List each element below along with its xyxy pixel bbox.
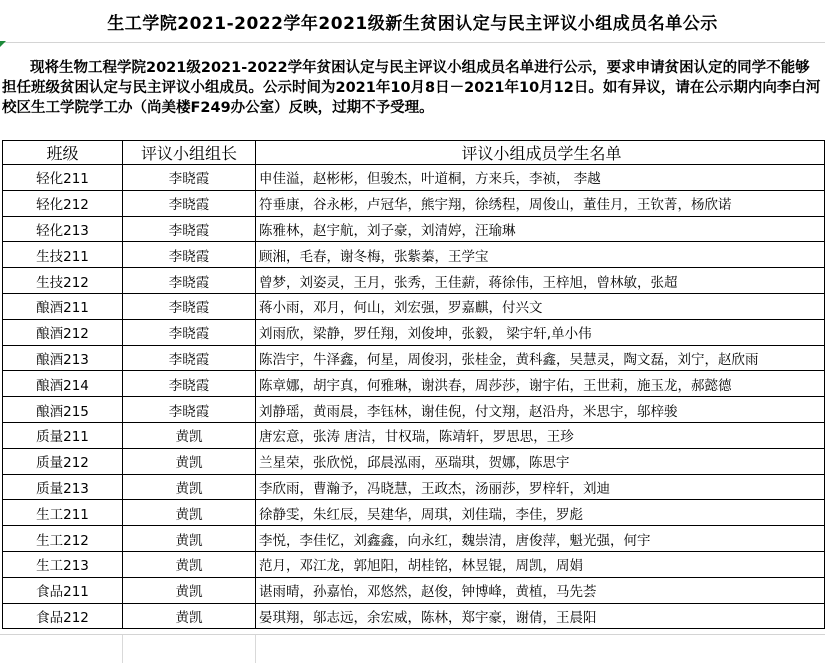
members-cell[interactable]: 蒋小雨，邓月，何山，刘宏强，罗嘉麒，付兴文 [256,293,825,319]
members-cell[interactable]: 谌雨晴，孙嘉怡，邓悠然，赵俊，钟博峰，黄植，马先荟 [256,577,825,603]
leader-cell[interactable]: 黄凯 [123,448,256,474]
table-row [3,422,825,448]
table-row [3,474,825,500]
leader-cell[interactable]: 李晓霞 [123,371,256,397]
leader-cell[interactable]: 黄凯 [123,526,256,552]
members-cell[interactable]: 陈浩宇，牛泽鑫，何星，周俊羽，张桂金，黄科鑫，吴慧灵，陶文磊，刘宁，赵欣雨 [256,345,825,371]
committee-table [2,140,825,629]
leader-cell[interactable]: 李晓霞 [123,319,256,345]
leader-cell[interactable]: 李晓霞 [123,242,256,268]
class-cell[interactable]: 轻化213 [3,216,123,242]
members-cell[interactable]: 曾梦，刘姿灵，王月，张秀，王佳薪，蒋徐伟，王梓旭，曾林敏，张超 [256,268,825,294]
notice-paragraph[interactable]: 现将生物工程学院2021级2021-2022学年贫困认定与民主评议小组成员名单进行公示，要求申请贫困认定的同学不能够担任班级贫困认定与民主评议小组成员。公示时间为2021年10月8日－2021年10月12日。如有异议，请在公示期内向李白河校区生工学院学工办（尚美楼F249办公室）反映，过期不予受理。 [2,60,821,116]
members-cell[interactable]: 陈雅林，赵宇航，刘子豪，刘清婷，汪瑜琳 [256,216,825,242]
cell-marker-icon [0,41,6,47]
members-cell[interactable]: 唐宏意，张涛 唐洁，甘权瑞，陈靖轩，罗思思，王珍 [256,422,825,448]
table-row [3,216,825,242]
class-cell[interactable]: 质量212 [3,448,123,474]
members-cell[interactable]: 刘静瑶，黄雨晨，李钰林，谢佳倪，付文翔，赵沿舟，米思宇，邬梓骏 [256,397,825,423]
class-cell[interactable]: 质量213 [3,474,123,500]
class-cell[interactable]: 生工212 [3,526,123,552]
header-members[interactable]: 评议小组成员学生名单 [256,141,825,165]
leader-cell[interactable]: 黄凯 [123,422,256,448]
members-cell[interactable]: 陈章娜，胡宇真，何雅琳，谢洪春，周莎莎，谢宇佑，王世莉，施玉龙，郝懿德 [256,371,825,397]
leader-cell[interactable]: 黄凯 [123,474,256,500]
table-row [3,448,825,474]
class-cell[interactable]: 酿酒215 [3,397,123,423]
table-row [3,319,825,345]
members-cell[interactable]: 刘雨欣，梁静，罗任翔，刘俊坤，张毅， 梁宇轩,单小伟 [256,319,825,345]
table-row [3,500,825,526]
members-cell[interactable]: 徐静雯，朱红辰，吴建华，周琪，刘佳瑞，李佳，罗彪 [256,500,825,526]
members-cell[interactable]: 兰星荣，张欣悦，邱晨泓雨，巫瑞琪，贺娜，陈思宇 [256,448,825,474]
leader-cell[interactable]: 黄凯 [123,551,256,577]
members-cell[interactable]: 晏琪翔，邬志远，余宏威，陈林，郑宇豪，谢倩，王晨阳 [256,603,825,629]
class-cell[interactable]: 生技211 [3,242,123,268]
header-leader[interactable]: 评议小组组长 [123,141,256,165]
table-row [3,577,825,603]
table-row [3,293,825,319]
members-cell[interactable]: 范月，邓江龙，郭旭阳，胡桂铭，林昱锟，周凯，周娟 [256,551,825,577]
class-cell[interactable]: 生工213 [3,551,123,577]
table-row [3,165,825,191]
table-row [3,242,825,268]
members-cell[interactable]: 顾湘，毛春，谢冬梅，张紫蓁，王学宝 [256,242,825,268]
leader-cell[interactable]: 李晓霞 [123,268,256,294]
members-cell[interactable]: 申佳溢，赵彬彬，但骏杰，叶道桐，方来兵，李祯， 李越 [256,165,825,191]
class-cell[interactable]: 食品212 [3,603,123,629]
header-class[interactable]: 班级 [3,141,123,165]
class-cell[interactable]: 酿酒212 [3,319,123,345]
table-row [3,190,825,216]
class-cell[interactable]: 质量211 [3,422,123,448]
table-row [3,268,825,294]
class-cell[interactable]: 生技212 [3,268,123,294]
leader-cell[interactable]: 李晓霞 [123,293,256,319]
table-row [3,551,825,577]
table-row [3,526,825,552]
members-cell[interactable]: 李悦，李佳忆，刘鑫鑫，向永红，魏崇清，唐俊萍，魁光强，何宇 [256,526,825,552]
table-header-row [3,141,825,165]
class-cell[interactable]: 酿酒211 [3,293,123,319]
class-cell[interactable]: 酿酒213 [3,345,123,371]
members-cell[interactable]: 符垂康，谷永彬，卢冠华，熊宇翔，徐绣程，周俊山，董佳月，王钦菁，杨欣诺 [256,190,825,216]
leader-cell[interactable]: 李晓霞 [123,190,256,216]
members-cell[interactable]: 李欣雨，曹瀚予，冯晓慧，王政杰，汤丽莎，罗梓轩，刘迪 [256,474,825,500]
leader-cell[interactable]: 李晓霞 [123,216,256,242]
leader-cell[interactable]: 黄凯 [123,603,256,629]
class-cell[interactable]: 轻化211 [3,165,123,191]
table-row [3,603,825,629]
leader-cell[interactable]: 黄凯 [123,577,256,603]
class-cell[interactable]: 轻化212 [3,190,123,216]
leader-cell[interactable]: 李晓霞 [123,165,256,191]
leader-cell[interactable]: 黄凯 [123,500,256,526]
leader-cell[interactable]: 李晓霞 [123,345,256,371]
class-cell[interactable]: 生工211 [3,500,123,526]
class-cell[interactable]: 食品211 [3,577,123,603]
class-cell[interactable]: 酿酒214 [3,371,123,397]
leader-cell[interactable]: 李晓霞 [123,397,256,423]
table-row [3,397,825,423]
table-row [3,371,825,397]
empty-rows-area [0,634,825,663]
table-row [3,345,825,371]
sheet-title[interactable]: 生工学院2021-2022学年2021级新生贫困认定与民主评议小组成员名单公示 [0,0,825,43]
